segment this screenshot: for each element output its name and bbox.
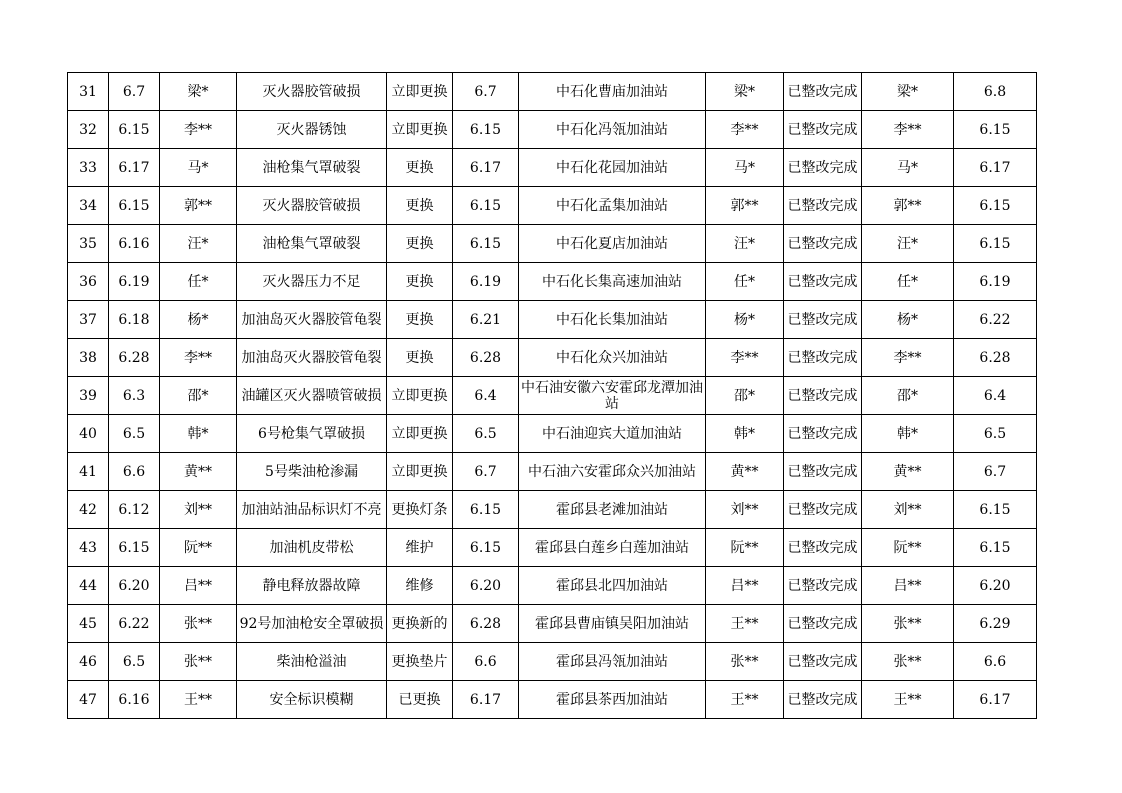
fix-date-cell: 6.17	[453, 149, 519, 187]
problem-cell: 92号加油枪安全罩破损	[237, 605, 387, 643]
finder-cell: 韩*	[160, 415, 237, 453]
row-number-cell: 38	[68, 339, 109, 377]
reviewer-cell: 邵*	[862, 377, 954, 415]
problem-cell: 灭火器胶管破损	[237, 73, 387, 111]
review-date-cell: 6.8	[954, 73, 1037, 111]
table-row	[68, 301, 1037, 339]
measure-cell: 维修	[387, 567, 453, 605]
station-cell: 霍邱县茶西加油站	[519, 681, 706, 719]
found-date-cell: 6.20	[109, 567, 160, 605]
reviewer-cell: 马*	[862, 149, 954, 187]
reviewer-cell: 黄**	[862, 453, 954, 491]
finder-cell: 任*	[160, 263, 237, 301]
problem-cell: 灭火器锈蚀	[237, 111, 387, 149]
status-cell: 已整改完成	[784, 187, 862, 225]
problem-cell: 加油岛灭火器胶管龟裂	[237, 339, 387, 377]
row-number-cell: 36	[68, 263, 109, 301]
station-cell: 霍邱县白莲乡白莲加油站	[519, 529, 706, 567]
finder-cell: 王**	[160, 681, 237, 719]
fix-date-cell: 6.28	[453, 605, 519, 643]
fix-date-cell: 6.7	[453, 73, 519, 111]
found-date-cell: 6.15	[109, 529, 160, 567]
reviewer-cell: 汪*	[862, 225, 954, 263]
fix-date-cell: 6.28	[453, 339, 519, 377]
status-cell: 已整改完成	[784, 225, 862, 263]
table-row	[68, 73, 1037, 111]
table-row	[68, 377, 1037, 415]
review-date-cell: 6.22	[954, 301, 1037, 339]
responsible-cell: 郭**	[706, 187, 784, 225]
station-cell: 中石化夏店加油站	[519, 225, 706, 263]
status-cell: 已整改完成	[784, 529, 862, 567]
status-cell: 已整改完成	[784, 567, 862, 605]
status-cell: 已整改完成	[784, 643, 862, 681]
station-cell: 中石化花园加油站	[519, 149, 706, 187]
problem-cell: 5号柴油枪渗漏	[237, 453, 387, 491]
fix-date-cell: 6.15	[453, 225, 519, 263]
table-row	[68, 225, 1037, 263]
fix-date-cell: 6.15	[453, 111, 519, 149]
measure-cell: 维护	[387, 529, 453, 567]
measure-cell: 已更换	[387, 681, 453, 719]
station-cell: 中石化曹庙加油站	[519, 73, 706, 111]
fix-date-cell: 6.4	[453, 377, 519, 415]
table-row	[68, 111, 1037, 149]
measure-cell: 更换	[387, 149, 453, 187]
responsible-cell: 刘**	[706, 491, 784, 529]
measure-cell: 更换	[387, 301, 453, 339]
status-cell: 已整改完成	[784, 111, 862, 149]
status-cell: 已整改完成	[784, 377, 862, 415]
found-date-cell: 6.7	[109, 73, 160, 111]
review-date-cell: 6.15	[954, 111, 1037, 149]
responsible-cell: 王**	[706, 681, 784, 719]
status-cell: 已整改完成	[784, 301, 862, 339]
row-number-cell: 35	[68, 225, 109, 263]
status-cell: 已整改完成	[784, 415, 862, 453]
fix-date-cell: 6.6	[453, 643, 519, 681]
finder-cell: 汪*	[160, 225, 237, 263]
problem-cell: 安全标识模糊	[237, 681, 387, 719]
responsible-cell: 梁*	[706, 73, 784, 111]
fix-date-cell: 6.7	[453, 453, 519, 491]
found-date-cell: 6.17	[109, 149, 160, 187]
table-row	[68, 187, 1037, 225]
table-body	[68, 73, 1037, 719]
fix-date-cell: 6.20	[453, 567, 519, 605]
station-cell: 霍邱县冯瓴加油站	[519, 643, 706, 681]
problem-cell: 油枪集气罩破裂	[237, 149, 387, 187]
station-cell: 霍邱县老滩加油站	[519, 491, 706, 529]
row-number-cell: 37	[68, 301, 109, 339]
problem-cell: 油罐区灭火器喷管破损	[237, 377, 387, 415]
row-number-cell: 39	[68, 377, 109, 415]
review-date-cell: 6.15	[954, 225, 1037, 263]
problem-cell: 油枪集气罩破裂	[237, 225, 387, 263]
finder-cell: 李**	[160, 111, 237, 149]
problem-cell: 6号枪集气罩破损	[237, 415, 387, 453]
responsible-cell: 黄**	[706, 453, 784, 491]
found-date-cell: 6.15	[109, 111, 160, 149]
station-cell: 中石化众兴加油站	[519, 339, 706, 377]
responsible-cell: 任*	[706, 263, 784, 301]
review-date-cell: 6.20	[954, 567, 1037, 605]
table-row	[68, 681, 1037, 719]
table-row	[68, 643, 1037, 681]
station-cell: 中石油迎宾大道加油站	[519, 415, 706, 453]
responsible-cell: 汪*	[706, 225, 784, 263]
finder-cell: 黄**	[160, 453, 237, 491]
found-date-cell: 6.16	[109, 225, 160, 263]
review-date-cell: 6.7	[954, 453, 1037, 491]
problem-cell: 加油岛灭火器胶管龟裂	[237, 301, 387, 339]
responsible-cell: 张**	[706, 643, 784, 681]
problem-cell: 灭火器胶管破损	[237, 187, 387, 225]
table-row	[68, 415, 1037, 453]
review-date-cell: 6.15	[954, 187, 1037, 225]
finder-cell: 刘**	[160, 491, 237, 529]
reviewer-cell: 张**	[862, 605, 954, 643]
finder-cell: 张**	[160, 605, 237, 643]
reviewer-cell: 李**	[862, 111, 954, 149]
fix-date-cell: 6.15	[453, 529, 519, 567]
found-date-cell: 6.5	[109, 415, 160, 453]
finder-cell: 杨*	[160, 301, 237, 339]
measure-cell: 立即更换	[387, 377, 453, 415]
finder-cell: 阮**	[160, 529, 237, 567]
measure-cell: 更换新的	[387, 605, 453, 643]
table-row	[68, 263, 1037, 301]
measure-cell: 更换灯条	[387, 491, 453, 529]
row-number-cell: 34	[68, 187, 109, 225]
review-date-cell: 6.6	[954, 643, 1037, 681]
fix-date-cell: 6.19	[453, 263, 519, 301]
review-date-cell: 6.17	[954, 681, 1037, 719]
finder-cell: 马*	[160, 149, 237, 187]
review-date-cell: 6.15	[954, 491, 1037, 529]
found-date-cell: 6.6	[109, 453, 160, 491]
reviewer-cell: 王**	[862, 681, 954, 719]
reviewer-cell: 韩*	[862, 415, 954, 453]
row-number-cell: 46	[68, 643, 109, 681]
row-number-cell: 32	[68, 111, 109, 149]
status-cell: 已整改完成	[784, 605, 862, 643]
responsible-cell: 李**	[706, 111, 784, 149]
reviewer-cell: 吕**	[862, 567, 954, 605]
row-number-cell: 42	[68, 491, 109, 529]
fix-date-cell: 6.17	[453, 681, 519, 719]
found-date-cell: 6.15	[109, 187, 160, 225]
station-cell: 中石化冯瓴加油站	[519, 111, 706, 149]
status-cell: 已整改完成	[784, 453, 862, 491]
finder-cell: 郭**	[160, 187, 237, 225]
reviewer-cell: 郭**	[862, 187, 954, 225]
responsible-cell: 杨*	[706, 301, 784, 339]
responsible-cell: 李**	[706, 339, 784, 377]
station-cell: 中石化长集高速加油站	[519, 263, 706, 301]
reviewer-cell: 杨*	[862, 301, 954, 339]
status-cell: 已整改完成	[784, 491, 862, 529]
fix-date-cell: 6.15	[453, 491, 519, 529]
table-row	[68, 453, 1037, 491]
measure-cell: 立即更换	[387, 111, 453, 149]
found-date-cell: 6.3	[109, 377, 160, 415]
measure-cell: 立即更换	[387, 415, 453, 453]
table-row	[68, 339, 1037, 377]
responsible-cell: 马*	[706, 149, 784, 187]
row-number-cell: 47	[68, 681, 109, 719]
table-row	[68, 605, 1037, 643]
fix-date-cell: 6.21	[453, 301, 519, 339]
finder-cell: 梁*	[160, 73, 237, 111]
station-cell: 霍邱县曹庙镇吴阳加油站	[519, 605, 706, 643]
measure-cell: 更换	[387, 263, 453, 301]
status-cell: 已整改完成	[784, 263, 862, 301]
reviewer-cell: 任*	[862, 263, 954, 301]
responsible-cell: 韩*	[706, 415, 784, 453]
table-row	[68, 567, 1037, 605]
measure-cell: 更换	[387, 339, 453, 377]
found-date-cell: 6.12	[109, 491, 160, 529]
found-date-cell: 6.22	[109, 605, 160, 643]
review-date-cell: 6.17	[954, 149, 1037, 187]
review-date-cell: 6.28	[954, 339, 1037, 377]
review-date-cell: 6.5	[954, 415, 1037, 453]
row-number-cell: 43	[68, 529, 109, 567]
finder-cell: 张**	[160, 643, 237, 681]
problem-cell: 加油机皮带松	[237, 529, 387, 567]
responsible-cell: 邵*	[706, 377, 784, 415]
row-number-cell: 31	[68, 73, 109, 111]
found-date-cell: 6.5	[109, 643, 160, 681]
found-date-cell: 6.18	[109, 301, 160, 339]
fix-date-cell: 6.15	[453, 187, 519, 225]
table-row	[68, 529, 1037, 567]
responsible-cell: 吕**	[706, 567, 784, 605]
problem-cell: 加油站油品标识灯不亮	[237, 491, 387, 529]
measure-cell: 更换	[387, 187, 453, 225]
row-number-cell: 45	[68, 605, 109, 643]
measure-cell: 更换垫片	[387, 643, 453, 681]
status-cell: 已整改完成	[784, 339, 862, 377]
found-date-cell: 6.19	[109, 263, 160, 301]
measure-cell: 更换	[387, 225, 453, 263]
finder-cell: 吕**	[160, 567, 237, 605]
row-number-cell: 41	[68, 453, 109, 491]
reviewer-cell: 梁*	[862, 73, 954, 111]
found-date-cell: 6.28	[109, 339, 160, 377]
problem-cell: 灭火器压力不足	[237, 263, 387, 301]
reviewer-cell: 阮**	[862, 529, 954, 567]
responsible-cell: 阮**	[706, 529, 784, 567]
reviewer-cell: 李**	[862, 339, 954, 377]
finder-cell: 邵*	[160, 377, 237, 415]
review-date-cell: 6.4	[954, 377, 1037, 415]
station-cell: 中石化长集加油站	[519, 301, 706, 339]
status-cell: 已整改完成	[784, 681, 862, 719]
reviewer-cell: 刘**	[862, 491, 954, 529]
table-row	[68, 149, 1037, 187]
fix-date-cell: 6.5	[453, 415, 519, 453]
status-cell: 已整改完成	[784, 73, 862, 111]
finder-cell: 李**	[160, 339, 237, 377]
station-cell: 霍邱县北四加油站	[519, 567, 706, 605]
station-cell: 中石油六安霍邱众兴加油站	[519, 453, 706, 491]
station-cell: 中石化孟集加油站	[519, 187, 706, 225]
review-date-cell: 6.29	[954, 605, 1037, 643]
status-cell: 已整改完成	[784, 149, 862, 187]
station-cell: 中石油安徽六安霍邱龙潭加油站	[519, 377, 706, 415]
row-number-cell: 33	[68, 149, 109, 187]
problem-cell: 静电释放器故障	[237, 567, 387, 605]
measure-cell: 立即更换	[387, 73, 453, 111]
responsible-cell: 王**	[706, 605, 784, 643]
measure-cell: 立即更换	[387, 453, 453, 491]
problem-cell: 柴油枪溢油	[237, 643, 387, 681]
rectification-table	[67, 72, 1037, 719]
row-number-cell: 44	[68, 567, 109, 605]
reviewer-cell: 张**	[862, 643, 954, 681]
review-date-cell: 6.15	[954, 529, 1037, 567]
row-number-cell: 40	[68, 415, 109, 453]
review-date-cell: 6.19	[954, 263, 1037, 301]
table-row	[68, 491, 1037, 529]
found-date-cell: 6.16	[109, 681, 160, 719]
